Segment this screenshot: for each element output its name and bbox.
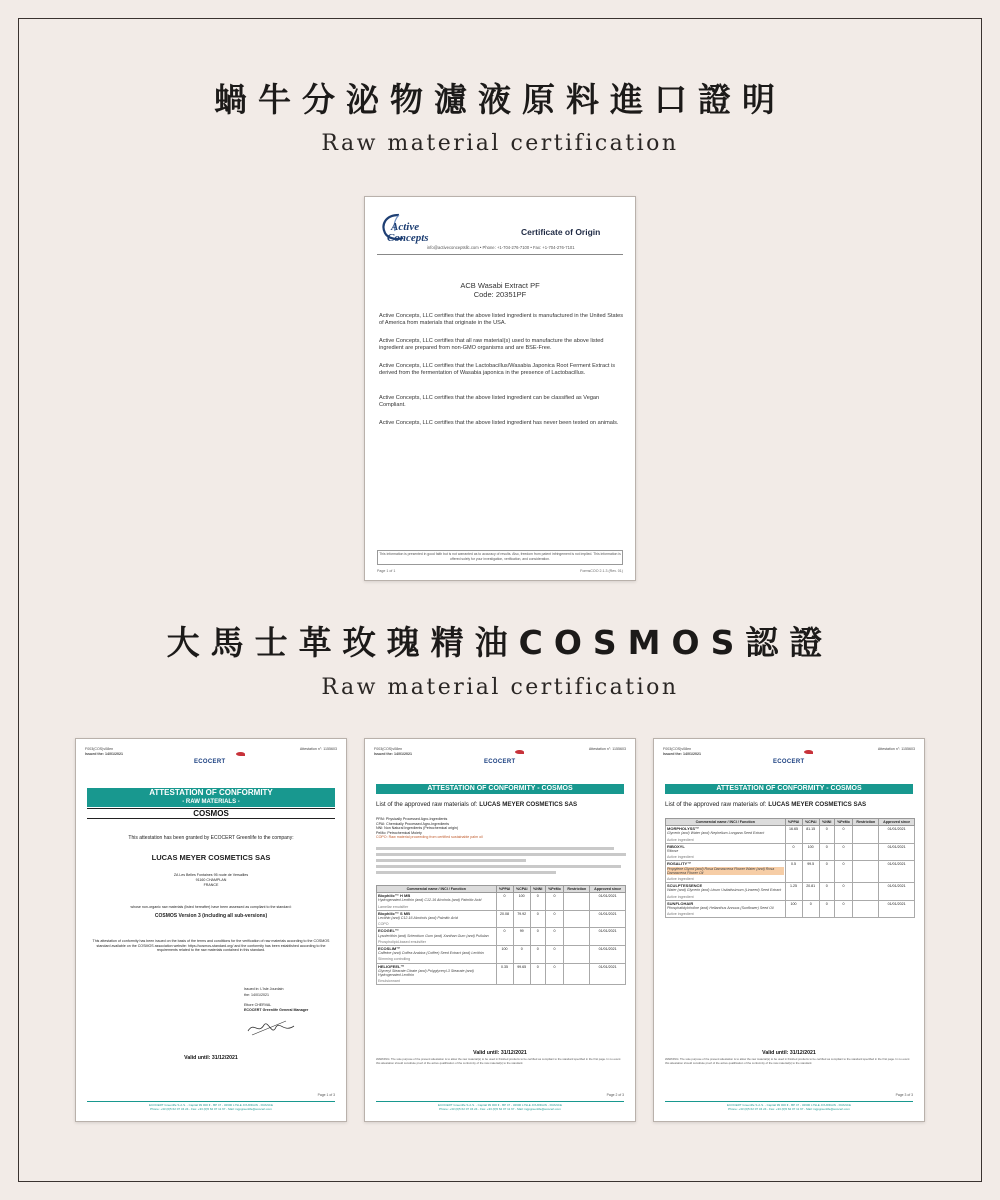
table-header-cell: %PPAI — [496, 886, 513, 893]
value-cell — [564, 893, 590, 911]
cosmos-attestation-page-1 — [75, 738, 347, 1122]
value-cell: 01/01/2021 — [879, 843, 915, 861]
doc-issued-date: Issued the: 14/01/2021 — [374, 751, 412, 756]
section1-title: 蝸牛分泌物濾液原料進口證明 — [214, 80, 786, 119]
logo-text-active: Active — [391, 221, 420, 233]
table-row — [377, 910, 626, 928]
table-row — [377, 963, 626, 985]
table-header-cell: %PeMo — [834, 819, 853, 826]
value-cell: 0 — [819, 843, 834, 861]
attestation-banner — [87, 788, 335, 807]
value-cell: 01/01/2021 — [590, 928, 626, 946]
table-row — [377, 946, 626, 964]
material-name: MORPHOLYSS™ — [667, 826, 700, 832]
value-cell — [853, 900, 879, 918]
legend-ppai: PPAI: Physically Processed Agro-Ingredients — [376, 817, 448, 821]
material-name: HELIOFEEL™ — [378, 963, 405, 969]
value-cell: 0.35 — [496, 963, 513, 985]
legend-copo: COPO: Raw material proceeding from certified sustainable palm oil — [376, 835, 483, 840]
ecocert-logo: ECOCERT — [194, 759, 226, 765]
material-name: ROSALITY™ — [667, 861, 692, 867]
value-cell — [564, 946, 590, 964]
attestation-banner: ATTESTATION OF CONFORMITY - COSMOS — [376, 784, 624, 794]
paragraph-vegan: Active Concepts, LLC certifies that the above listed ingredient can be classified as Vegan Compliant. — [379, 395, 600, 408]
contact-line: info@activeconceptsllc.com • Phone: +1-704-276-7100 • Fax: +1-704-276-7101 — [427, 245, 575, 250]
cosmos-attestation-page-2 — [364, 738, 636, 1122]
material-cell — [377, 910, 497, 928]
value-cell: 0 — [545, 910, 564, 928]
material-function: Active ingredient — [667, 837, 694, 842]
page-number: Page 2 of 3 — [606, 1093, 624, 1097]
paragraph-non-gmo: Active Concepts, LLC certifies that all raw material(s) used to manufacture the above listed ingredient are prepared from non-GMO organisms and are BSE-Free. — [379, 338, 604, 351]
value-cell: 01/01/2021 — [590, 946, 626, 964]
page-number: Page 1 of 3 — [317, 1093, 335, 1097]
material-inci: Glyceryl Stearate Citrate (and) Polyglyceryl-3 Stearate (and) Hydrogenated Lecithin — [378, 968, 474, 978]
signer-title: ECOCERT Greenlife General Manager — [244, 1008, 309, 1012]
table-header-row — [666, 819, 915, 826]
value-cell: 1.25 — [785, 883, 802, 901]
material-name: RIBOXYL — [667, 843, 685, 849]
material-inci: Lecithin (and) C12-16 Alcohols (and) Palmitic Acid — [378, 916, 458, 921]
material-cell — [666, 861, 786, 883]
company-address-1: ZA Les Belles Fontaines 95 route de Versailles — [173, 873, 249, 877]
value-cell: 0 — [545, 893, 564, 911]
basis-statement: This attestation of conformity has been issued on the basis of the terms and conditions for the verification of raw materials according to the COSMOS standard available on the COSMOS association website: https://cosmos-standard.org/ and the conformity has been established according to the requirements related to the raw materials contained in this standard. — [92, 939, 330, 953]
material-function: Active ingredient — [667, 855, 694, 860]
standard-name: COSMOS Version 3 (including all sub-versions) — [154, 913, 268, 919]
value-cell: 0 — [545, 928, 564, 946]
material-cell — [666, 843, 786, 861]
value-cell: 99.65 — [513, 963, 530, 985]
value-cell: 0 — [819, 861, 834, 883]
warning-text: WARNING: The sole purpose of the present attestation is to allow the raw material(s) to be used in finished products to be certified as compliant to the standard specified in the first page. In no event this attestation should constitute proof of the active qualification of the conformity of the raw material(s) to the standard. — [376, 1057, 621, 1065]
value-cell: 01/01/2021 — [879, 900, 915, 918]
material-function: COPO — [378, 922, 389, 927]
table-row — [666, 843, 915, 861]
valid-until: Valid until: 31/12/2021 — [473, 1050, 527, 1056]
material-cell — [377, 928, 497, 946]
footer-line-2: Phone: +33 (0)5 62 07 34 24 - Fax: +33 (0)5 62 07 11 67 - Mail: ingpgreenlife@ecocert.com — [150, 1107, 272, 1111]
footer-line-1: ECOCERT Greenlife S.A.S. - Capital 99 000 € - BP 47 - 32600 L'ISLE JOURDAIN - FRANCE — [438, 1103, 562, 1107]
value-cell — [564, 963, 590, 985]
doc-header-left — [374, 747, 412, 756]
table-header-cell: %PeMo — [545, 886, 564, 893]
doc-footer — [665, 1101, 913, 1111]
material-function: Active ingredient — [667, 877, 694, 882]
table-header-cell: %NNI — [819, 819, 834, 826]
ecocert-logo: ECOCERT — [484, 759, 516, 765]
product-name: ACB Wasabi Extract PF — [460, 281, 540, 290]
table-header-row — [377, 886, 626, 893]
ecocert-bird-icon — [236, 752, 245, 756]
material-function: Emulsionnant — [378, 979, 400, 984]
table-header-cell: %NNI — [530, 886, 545, 893]
value-cell: 01/01/2021 — [879, 861, 915, 883]
valid-until: Valid until: 31/12/2021 — [762, 1050, 816, 1056]
value-cell: 0 — [819, 900, 834, 918]
material-inci: Lysolecithin (and) Sclerotium Gum (and) Xanthan Gum (and) Pullulan — [378, 933, 489, 938]
value-cell: 0 — [834, 900, 853, 918]
section1-subtitle: Raw material certification — [321, 131, 679, 156]
value-cell: 0 — [496, 928, 513, 946]
value-cell: 16.65 — [785, 826, 802, 844]
table-header-cell: Commercial name / INCI / Function — [377, 886, 497, 893]
table-header-cell: Commercial name / INCI / Function — [666, 819, 786, 826]
cosmos-attestation-page-3 — [653, 738, 925, 1122]
material-name: SCULPTESSENCE — [667, 883, 703, 889]
issued-place: Issued in: L'Isle Jourdain — [244, 987, 284, 991]
form-code: FormsCOO 2.1.3 (Rev. 01) — [580, 569, 623, 573]
value-cell — [564, 928, 590, 946]
table-header-cell: Approved since — [590, 886, 626, 893]
banner-subtitle: - RAW MATERIALS - — [182, 798, 240, 805]
signer-name: Ettore CHERVAL — [244, 1003, 272, 1007]
legend-cpai: CPAI: Chemically Processed Agro-Ingredients — [376, 821, 450, 826]
material-cell — [666, 883, 786, 901]
value-cell: 0.5 — [785, 861, 802, 883]
value-cell: 01/01/2021 — [879, 883, 915, 901]
approved-list-title — [665, 801, 866, 808]
attestation-number: Attestation n°: 1155603 — [299, 747, 337, 751]
list-title-company: LUCAS MEYER COSMETICS SAS — [479, 801, 578, 808]
value-cell — [853, 826, 879, 844]
issued-date: the: 14/01/2021 — [244, 993, 269, 997]
table-header-cell: Approved since — [879, 819, 915, 826]
material-cell — [666, 826, 786, 844]
list-title-company: LUCAS MEYER COSMETICS SAS — [768, 801, 867, 808]
material-function: Slimming controlling — [378, 957, 411, 962]
legend-nni: NNI: Non Natural Ingredients (Petrochemical origin) — [376, 826, 459, 831]
value-cell: 99 — [513, 928, 530, 946]
value-cell: 0 — [513, 946, 530, 964]
doc-reference: F003(COS)v08en — [85, 747, 114, 751]
value-cell: 0 — [819, 826, 834, 844]
ecocert-bird-icon — [804, 750, 813, 754]
approved-list-title — [376, 801, 577, 808]
value-cell: 0 — [802, 900, 819, 918]
value-cell: 01/01/2021 — [879, 826, 915, 844]
value-cell: 100 — [496, 946, 513, 964]
value-cell: 0 — [819, 883, 834, 901]
material-inci: Caffeine (and) Coffea Arabica (Coffee) Seed Extract (and) Lecithin — [378, 951, 484, 956]
explanatory-text-lines — [376, 847, 626, 877]
value-cell — [853, 861, 879, 883]
doc-reference: F003(COS)v08en — [663, 747, 692, 751]
value-cell — [564, 910, 590, 928]
material-function: Lamellar emulsifier — [378, 904, 409, 909]
value-cell: 100 — [785, 900, 802, 918]
material-inci: Water (and) Glycerin (and) Linum Usitatissimum (Linseed) Seed Extract — [667, 888, 782, 893]
value-cell: 01/01/2021 — [590, 963, 626, 985]
material-name: Biophilic™ S MB — [378, 910, 410, 916]
value-cell: 0 — [545, 963, 564, 985]
logo-text-concepts: Concepts — [387, 232, 429, 244]
material-inci: Phosphatidylcholine (and) Helianthus Annuus (Sunflower) Seed Oil — [667, 906, 774, 911]
table-header-cell: %PPAI — [785, 819, 802, 826]
company-name: LUCAS MEYER COSMETICS SAS — [151, 853, 271, 862]
value-cell: 0 — [834, 861, 853, 883]
product-code: Code: 20351PF — [473, 290, 527, 299]
granted-statement: This attestation has been granted by ECOCERT Greenlife to the company: — [128, 835, 294, 841]
value-cell — [853, 843, 879, 861]
material-name: ECOSLIM™ — [378, 946, 401, 952]
value-cell — [853, 883, 879, 901]
header-rule — [377, 254, 623, 255]
material-cell — [666, 900, 786, 918]
section2-subtitle: Raw material certification — [321, 675, 679, 700]
doc-issued-date: Issued the: 14/01/2021 — [663, 751, 701, 756]
paragraph-fermentation: Active Concepts, LLC certifies that the Lactobacillus/Wasabia Japonica Root Ferment Extract is derived from the fermentation of Wasabia japonica in the presence of Lactobacillus. — [379, 363, 616, 376]
table-row — [666, 826, 915, 844]
value-cell: 100 — [513, 893, 530, 911]
table-header-cell: Restriction — [853, 819, 879, 826]
value-cell: 0 — [530, 963, 545, 985]
legend-block — [376, 817, 626, 840]
material-cell — [377, 963, 497, 985]
value-cell: 0 — [785, 843, 802, 861]
company-address-2: 91160 CHAMPLAN — [195, 878, 227, 882]
material-name: SUNFLOHAIR — [667, 900, 694, 906]
value-cell: 0 — [834, 883, 853, 901]
value-cell: 01/01/2021 — [590, 910, 626, 928]
certificate-title: Certificate of Origin — [521, 227, 601, 237]
product-block — [365, 281, 635, 299]
material-function: Active ingredient — [667, 912, 694, 917]
ecocert-logo: ECOCERT — [773, 759, 805, 765]
footer-line-1: ECOCERT Greenlife S.A.S. - Capital 99 000 € - BP 47 - 32600 L'ISLE JOURDAIN - FRANCE — [149, 1103, 273, 1107]
doc-footer — [87, 1101, 335, 1111]
table-header-cell: %CPAI — [513, 886, 530, 893]
value-cell: 20.81 — [802, 883, 819, 901]
doc-header-left — [663, 747, 701, 756]
certificate-of-origin-document — [364, 196, 636, 581]
value-cell: 0 — [530, 910, 545, 928]
attestation-banner: ATTESTATION OF CONFORMITY - COSMOS — [665, 784, 913, 794]
footer-line-2: Phone: +33 (0)5 62 07 34 24 - Fax: +33 (0)5 62 07 11 67 - Mail: ingpgreenlife@ecocert.com — [728, 1107, 850, 1111]
table-header-cell: %CPAI — [802, 819, 819, 826]
value-cell: 0 — [834, 843, 853, 861]
table-row — [666, 883, 915, 901]
value-cell: 99.5 — [802, 861, 819, 883]
paragraph-animal-testing: Active Concepts, LLC certifies that the above listed ingredient has never been tested on animals. — [379, 420, 619, 426]
material-inci: Propylene Glycol (and) Rosa Damascena Flower Water (and) Rosa Damascena Flower Oil — [667, 867, 784, 875]
value-cell: 0 — [530, 928, 545, 946]
paragraph-origin: Active Concepts, LLC certifies that the above listed ingredient is manufactured in the United States of America from materials that originate in the USA. — [379, 313, 624, 326]
material-name: Biophilic™ H MB — [378, 893, 411, 899]
section2-title: 大馬士革玫瑰精油COSMOS認證 — [166, 623, 834, 662]
doc-issued-date: Issued the: 14/01/2021 — [85, 751, 123, 756]
list-title-prefix: List of the approved raw materials of: — [376, 801, 478, 808]
material-function: Active ingredient — [667, 894, 694, 899]
material-inci: Ribose — [667, 849, 679, 854]
material-function: Phospholipid-based emulsifier — [378, 939, 426, 944]
signature-icon — [246, 1017, 296, 1039]
disclaimer-box: This information is presented in good faith but is not warranted as to accuracy of results. Also, freedom from patent infringement is not implied. This information is offered solely for your investigation, verification, and consideration. — [377, 550, 623, 565]
value-cell: 0 — [545, 946, 564, 964]
value-cell: 0 — [530, 893, 545, 911]
table-header-cell: Restriction — [564, 886, 590, 893]
value-cell: 0 — [530, 946, 545, 964]
whose-statement: whose non-organic raw materials (listed hereafter) have been assessed as compliant to the standard: — [130, 905, 292, 909]
table-row — [377, 928, 626, 946]
attestation-number: Attestation n°: 1155603 — [588, 747, 626, 751]
footer-line-1: ECOCERT Greenlife S.A.S. - Capital 99 000 € - BP 47 - 32600 L'ISLE JOURDAIN - FRANCE — [727, 1103, 851, 1107]
value-cell: 0 — [834, 826, 853, 844]
value-cell: 0 — [496, 893, 513, 911]
material-inci: Glycerin (and) Water (and) Nephelium Longana Seed Extract — [667, 831, 765, 836]
material-cell — [377, 893, 497, 911]
table-row — [377, 893, 626, 911]
value-cell: 01/01/2021 — [590, 893, 626, 911]
doc-header-left — [85, 747, 123, 756]
banner-title: ATTESTATION OF CONFORMITY — [149, 788, 273, 797]
doc-reference: F003(COS)v08en — [374, 747, 403, 751]
cosmos-label: COSMOS — [87, 808, 335, 819]
page-number: Page 3 of 3 — [895, 1093, 913, 1097]
raw-materials-table — [665, 818, 915, 918]
page-number: Page 1 of 1 — [377, 569, 396, 573]
warning-text: WARNING: The sole purpose of the present attestation is to allow the raw material(s) to be used in finished products to be certified as compliant to the standard specified in the first page. In no event this attestation should constitute proof of the active qualification of the conformity of the raw material(s) to the standard. — [665, 1057, 910, 1065]
table-row — [666, 900, 915, 918]
table-row — [666, 861, 915, 883]
legend-pemo: PeMo: Petrochemical Moiety — [376, 830, 422, 835]
valid-until: Valid until: 31/12/2021 — [184, 1055, 238, 1061]
material-inci: Hydrogenated Lecithin (and) C12-16 Alcohols (and) Palmitic Acid — [378, 898, 482, 903]
company-country: FRANCE — [203, 883, 219, 887]
list-title-prefix: List of the approved raw materials of: — [665, 801, 767, 808]
material-cell — [377, 946, 497, 964]
material-name: ECOGEL™ — [378, 928, 399, 934]
ecocert-bird-icon — [515, 750, 524, 754]
doc-footer — [376, 1101, 624, 1111]
value-cell: 100 — [802, 843, 819, 861]
value-cell: 20.08 — [496, 910, 513, 928]
raw-materials-table — [376, 885, 626, 985]
footer-line-2: Phone: +33 (0)5 62 07 34 24 - Fax: +33 (0)5 62 07 11 67 - Mail: ingpgreenlife@ecocert.com — [439, 1107, 561, 1111]
attestation-number: Attestation n°: 1155603 — [877, 747, 915, 751]
value-cell: 81.15 — [802, 826, 819, 844]
value-cell: 79.92 — [513, 910, 530, 928]
